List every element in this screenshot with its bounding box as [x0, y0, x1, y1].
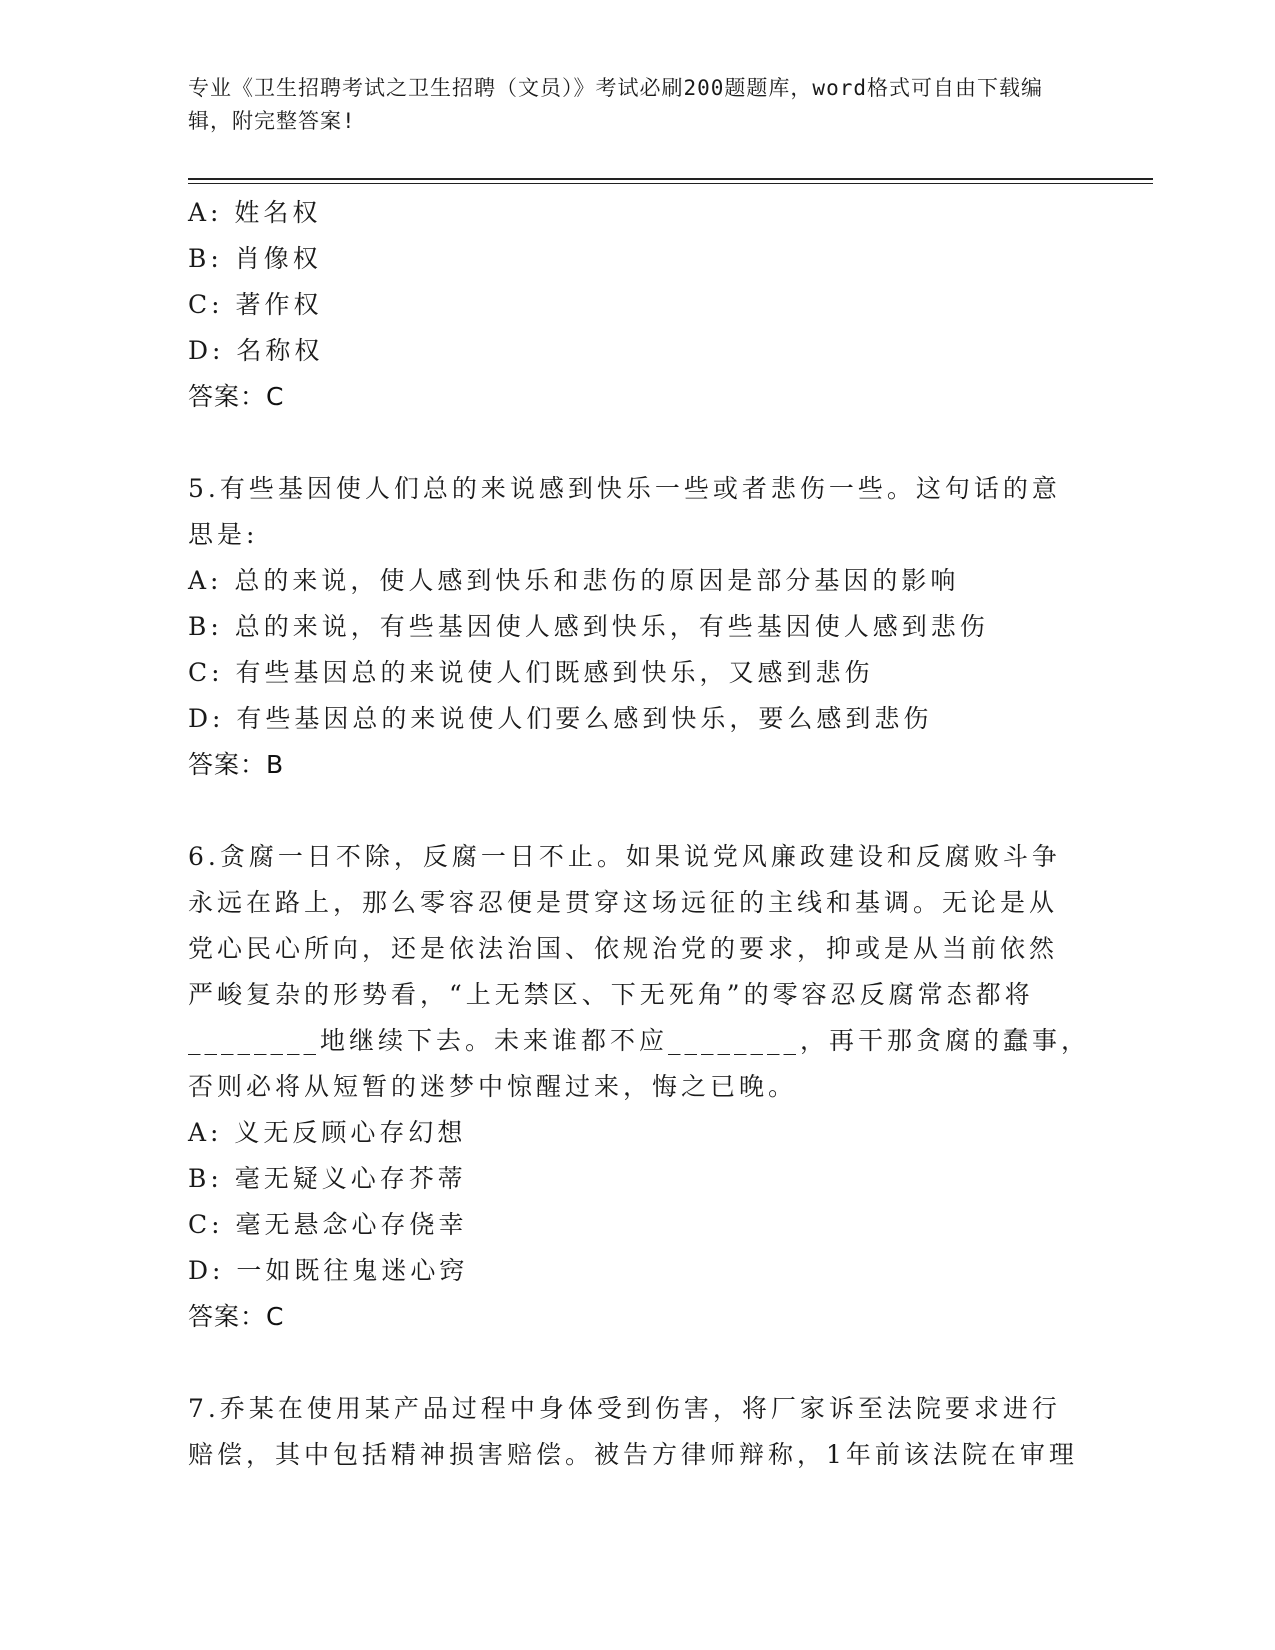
- page-header: 专业《卫生招聘考试之卫生招聘（文员）》考试必刷200题题库，word格式可自由下载编辑，附完整答案!: [188, 76, 1043, 133]
- question-6: [188, 834, 1091, 1340]
- option-a: A: 总的来说，使人感到快乐和悲伤的原因是部分基因的影响: [188, 566, 960, 595]
- spacer: [188, 788, 1088, 834]
- option-a: A: 姓名权: [188, 198, 322, 227]
- question-stem-line: 思是:: [188, 520, 259, 549]
- answer-line: 答案：B: [188, 750, 285, 779]
- header-divider-thin: [188, 183, 1153, 184]
- option-b: B: 肖像权: [188, 244, 322, 273]
- spacer: [188, 1340, 1088, 1386]
- spacer: [188, 420, 1088, 466]
- question-stem-line: ________地继续下去。未来谁都不应________，再干那贪腐的蠢事，: [188, 1026, 1091, 1055]
- option-c: C: 著作权: [188, 290, 323, 319]
- option-b: B: 毫无疑义心存芥蒂: [188, 1164, 467, 1193]
- document-body: [188, 190, 1091, 1478]
- option-d: D: 一如既往鬼迷心窍: [188, 1256, 469, 1285]
- answer-line: 答案：C: [188, 382, 285, 411]
- header-divider: [188, 178, 1153, 180]
- question-stem-line: 6.贪腐一日不除，反腐一日不止。如果说党风廉政建设和反腐败斗争: [188, 842, 1061, 871]
- question-5: [188, 466, 1088, 788]
- question-4: [188, 190, 1088, 420]
- question-stem-line: 永远在路上，那么零容忍便是贯穿这场远征的主线和基调。无论是从: [188, 888, 1059, 917]
- question-stem-line: 赔偿，其中包括精神损害赔偿。被告方律师辩称，1年前该法院在审理: [188, 1440, 1078, 1469]
- option-d: D: 名称权: [188, 336, 324, 365]
- question-stem-line: 5.有些基因使人们总的来说感到快乐一些或者悲伤一些。这句话的意: [188, 474, 1061, 503]
- option-c: C: 毫无悬念心存侥幸: [188, 1210, 468, 1239]
- question-7: [188, 1386, 1088, 1478]
- question-stem-line: 7.乔某在使用某产品过程中身体受到伤害，将厂家诉至法院要求进行: [188, 1394, 1061, 1423]
- option-d: D: 有些基因总的来说使人们要么感到快乐，要么感到悲伤: [188, 704, 933, 733]
- question-stem-line: 否则必将从短暂的迷梦中惊醒过来，悔之已晚。: [188, 1072, 798, 1101]
- question-stem-line: 党心民心所向，还是依法治国、依规治党的要求，抑或是从当前依然: [188, 934, 1059, 963]
- option-b: B: 总的来说，有些基因使人感到快乐，有些基因使人感到悲伤: [188, 612, 989, 641]
- answer-line: 答案：C: [188, 1302, 285, 1331]
- question-stem-line: 严峻复杂的形势看，“上无禁区、下无死角”的零容忍反腐常态都将: [188, 980, 1034, 1009]
- option-a: A: 义无反顾心存幻想: [188, 1118, 467, 1147]
- option-c: C: 有些基因总的来说使人们既感到快乐，又感到悲伤: [188, 658, 874, 687]
